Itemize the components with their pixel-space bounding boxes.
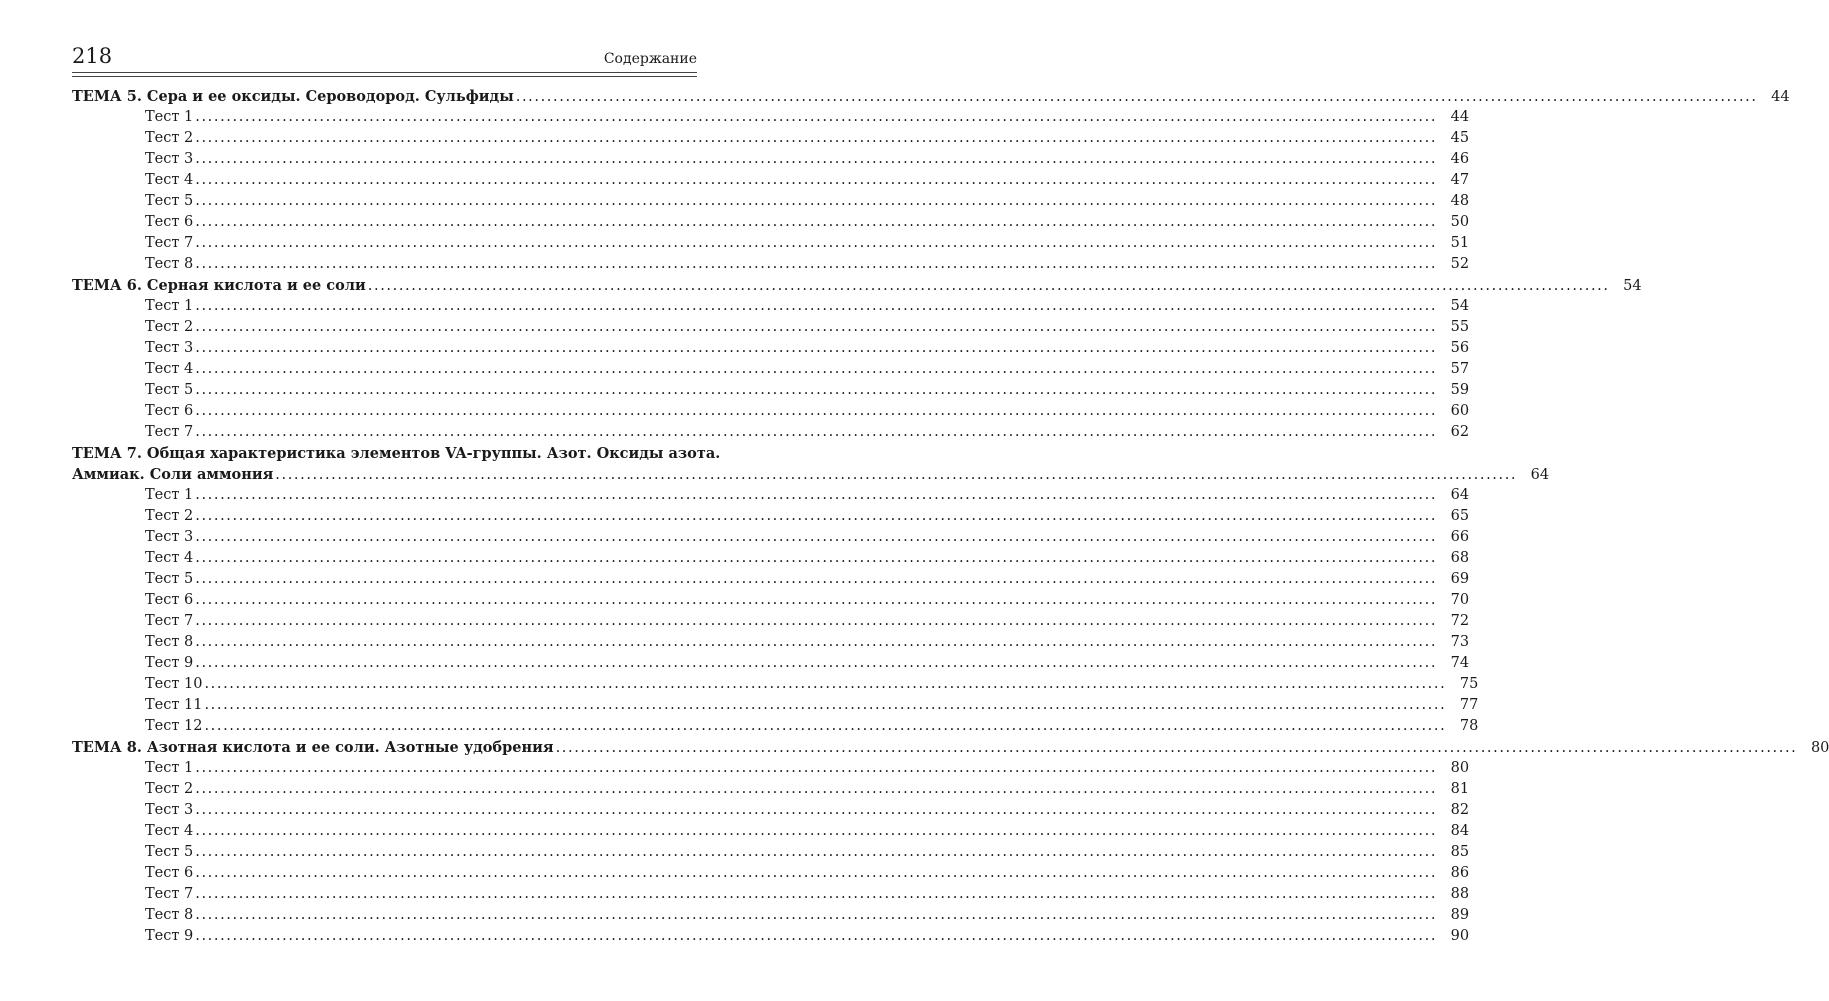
entry-label: Тест 1 (145, 760, 194, 776)
toc-test-entry[interactable] (72, 842, 1470, 863)
toc-test-entry[interactable] (72, 401, 1470, 422)
entry-label: Тест 11 (145, 697, 203, 713)
entry-label: ТЕМА 8. Азотная кислота и ее соли. Азотные удобрения (72, 739, 554, 756)
toc-test-entry[interactable] (72, 884, 1470, 905)
dot-leader: ........................................................................................................................................................................................................ (195, 886, 1438, 902)
entry-page-number: 72 (1450, 613, 1470, 629)
entry-label: Тест 3 (145, 151, 194, 167)
toc-test-entry[interactable] (72, 779, 1470, 800)
dot-leader: ........................................................................................................................................................................................................ (195, 592, 1438, 608)
dot-leader: ........................................................................................................................................................................................................ (195, 235, 1438, 251)
entry-label: Тест 2 (145, 130, 194, 146)
entry-page-number: 70 (1450, 592, 1470, 608)
entry-label: Тест 4 (145, 823, 194, 839)
entry-page-number: 65 (1450, 508, 1470, 524)
toc-test-entry[interactable] (72, 548, 1470, 569)
entry-label: Тест 3 (145, 340, 194, 356)
dot-leader: ........................................................................................................................................................................................................ (515, 89, 1758, 105)
entry-label: Тест 6 (145, 865, 194, 881)
entry-label: Тест 1 (145, 487, 194, 503)
toc-test-entry[interactable] (72, 758, 1470, 779)
dot-leader: ........................................................................................................................................................................................................ (195, 109, 1438, 125)
entry-page-number: 60 (1450, 403, 1470, 419)
entry-label: Тест 3 (145, 802, 194, 818)
toc-test-entry[interactable] (72, 233, 1470, 254)
entry-page-number: 54 (1450, 298, 1470, 314)
toc-test-entry[interactable] (72, 296, 1470, 317)
toc-test-entry[interactable] (72, 338, 1470, 359)
dot-leader: ........................................................................................................................................................................................................ (195, 151, 1438, 167)
entry-label: Аммиак. Соли аммония (72, 466, 274, 483)
entry-page-number: 74 (1450, 655, 1470, 671)
entry-label: Тест 12 (145, 718, 203, 734)
entry-page-number: 57 (1450, 361, 1470, 377)
toc-test-entry[interactable] (72, 590, 1470, 611)
entry-page-number: 78 (1459, 718, 1479, 734)
toc-test-entry[interactable] (72, 107, 1470, 128)
entry-page-number: 64 (1450, 487, 1470, 503)
dot-leader: ........................................................................................................................................................................................................ (195, 613, 1438, 629)
dot-leader: ........................................................................................................................................................................................................ (195, 172, 1438, 188)
entry-label: Тест 8 (145, 256, 194, 272)
dot-leader: ........................................................................................................................................................................................................ (195, 634, 1438, 650)
entry-label: Тест 8 (145, 907, 194, 923)
section-title: Содержание (603, 51, 697, 67)
toc-test-entry[interactable] (72, 380, 1470, 401)
entry-label: Тест 2 (145, 319, 194, 335)
entry-page-number: 75 (1459, 676, 1479, 692)
dot-leader: ........................................................................................................................................................................................................ (195, 508, 1438, 524)
entry-page-number: 50 (1450, 214, 1470, 230)
entry-label: Тест 3 (145, 529, 194, 545)
entry-label: Тест 6 (145, 592, 194, 608)
entry-page-number: 51 (1450, 235, 1470, 251)
entry-page-number: 84 (1450, 823, 1470, 839)
entry-page-number: 90 (1450, 928, 1470, 944)
dot-leader: ........................................................................................................................................................................................................ (195, 781, 1438, 797)
toc-test-entry[interactable] (72, 653, 1470, 674)
toc-test-entry[interactable] (72, 149, 1470, 170)
dot-leader: ........................................................................................................................................................................................................ (195, 550, 1438, 566)
dot-leader: ........................................................................................................................................................................................................ (195, 193, 1438, 209)
entry-label: ТЕМА 6. Серная кислота и ее соли (72, 277, 366, 294)
entry-page-number: 44 (1450, 109, 1470, 125)
entry-page-number: 68 (1450, 550, 1470, 566)
entry-page-number: 59 (1450, 382, 1470, 398)
entry-label: Тест 4 (145, 361, 194, 377)
dot-leader: ........................................................................................................................................................................................................ (195, 487, 1438, 503)
toc-test-entry[interactable] (72, 359, 1470, 380)
entry-label: Тест 8 (145, 634, 194, 650)
entry-page-number: 69 (1450, 571, 1470, 587)
entry-page-number: 77 (1459, 697, 1479, 713)
entry-page-number: 64 (1530, 467, 1550, 483)
toc-test-entry[interactable] (72, 212, 1470, 233)
entry-label: Тест 5 (145, 382, 194, 398)
toc-test-entry[interactable] (72, 926, 1470, 947)
entry-label: Тест 5 (145, 844, 194, 860)
entry-label: Тест 7 (145, 613, 194, 629)
toc-test-entry[interactable] (72, 716, 1479, 737)
entry-label: Тест 2 (145, 508, 194, 524)
entry-page-number: 81 (1450, 781, 1470, 797)
dot-leader: ........................................................................................................................................................................................................ (195, 298, 1438, 314)
entry-page-number: 55 (1450, 319, 1470, 335)
entry-label: Тест 6 (145, 403, 194, 419)
entry-page-number: 88 (1450, 886, 1470, 902)
entry-page-number: 82 (1450, 802, 1470, 818)
entry-page-number: 52 (1450, 256, 1470, 272)
entry-label: Тест 1 (145, 109, 194, 125)
toc-topic-entry[interactable] (72, 86, 1790, 107)
dot-leader: ........................................................................................................................................................................................................ (367, 278, 1610, 294)
dot-leader: ........................................................................................................................................................................................................ (195, 130, 1438, 146)
dot-leader: ........................................................................................................................................................................................................ (204, 718, 1447, 734)
entry-label: Тест 5 (145, 193, 194, 209)
dot-leader: ........................................................................................................................................................................................................ (195, 214, 1438, 230)
toc-test-entry[interactable] (72, 527, 1470, 548)
dot-leader: ........................................................................................................................................................................................................ (204, 676, 1447, 692)
toc-test-entry[interactable] (72, 632, 1470, 653)
entry-page-number: 44 (1771, 89, 1790, 105)
entry-page-number: 89 (1450, 907, 1470, 923)
dot-leader: ........................................................................................................................................................................................................ (195, 655, 1438, 671)
dot-leader: ........................................................................................................................................................................................................ (195, 907, 1438, 923)
entry-label: Тест 2 (145, 781, 194, 797)
entry-label: Тест 6 (145, 214, 194, 230)
dot-leader: ........................................................................................................................................................................................................ (195, 760, 1438, 776)
entry-page-number: 66 (1450, 529, 1470, 545)
entry-label: Тест 9 (145, 928, 194, 944)
entry-label: Тест 7 (145, 886, 194, 902)
toc-test-entry[interactable] (72, 254, 1470, 275)
entry-page-number: 80 (1450, 760, 1470, 776)
entry-page-number: 45 (1450, 130, 1470, 146)
entry-label: Тест 1 (145, 298, 194, 314)
toc-test-entry[interactable] (72, 695, 1479, 716)
toc-test-entry[interactable] (72, 905, 1470, 926)
toc-test-entry[interactable] (72, 317, 1470, 338)
toc-test-entry[interactable] (72, 422, 1470, 443)
toc-test-entry[interactable] (72, 800, 1470, 821)
toc-test-entry[interactable] (72, 191, 1470, 212)
toc-test-entry[interactable] (72, 674, 1479, 695)
dot-leader: ........................................................................................................................................................................................................ (195, 571, 1438, 587)
toc-test-entry[interactable] (72, 611, 1470, 632)
entry-label: ТЕМА 5. Сера и ее оксиды. Сероводород. Сульфиды (72, 88, 514, 105)
entry-label: ТЕМА 7. Общая характеристика элементов VA-группы. Азот. Оксиды азота. (72, 445, 721, 462)
dot-leader: ........................................................................................................................................................................................................ (195, 928, 1438, 944)
toc-topic-entry[interactable] (72, 464, 1550, 485)
toc-topic-entry[interactable] (72, 737, 1829, 758)
dot-leader: ........................................................................................................................................................................................................ (195, 319, 1438, 335)
entry-label: Тест 9 (145, 655, 194, 671)
entry-page-number: 85 (1450, 844, 1470, 860)
dot-leader: ........................................................................................................................................................................................................ (195, 424, 1438, 440)
entry-page-number: 73 (1450, 634, 1470, 650)
entry-page-number: 80 (1810, 740, 1829, 756)
running-header (72, 42, 697, 72)
table-of-contents (72, 86, 1829, 947)
entry-label: Тест 5 (145, 571, 194, 587)
dot-leader: ........................................................................................................................................................................................................ (195, 256, 1438, 272)
dot-leader: ........................................................................................................................................................................................................ (195, 802, 1438, 818)
toc-test-entry[interactable] (72, 569, 1470, 590)
entry-label: Тест 7 (145, 235, 194, 251)
dot-leader: ........................................................................................................................................................................................................ (195, 865, 1438, 881)
toc-test-entry[interactable] (72, 506, 1470, 527)
dot-leader: ........................................................................................................................................................................................................ (195, 529, 1438, 545)
entry-page-number: 56 (1450, 340, 1470, 356)
dot-leader: ........................................................................................................................................................................................................ (195, 340, 1438, 356)
entry-page-number: 46 (1450, 151, 1470, 167)
toc-topic-entry[interactable] (72, 443, 721, 464)
entry-page-number: 47 (1450, 172, 1470, 188)
dot-leader: ........................................................................................................................................................................................................ (195, 844, 1438, 860)
entry-label: Тест 7 (145, 424, 194, 440)
entry-page-number: 48 (1450, 193, 1470, 209)
entry-label: Тест 10 (145, 676, 203, 692)
dot-leader: ........................................................................................................................................................................................................ (195, 361, 1438, 377)
dot-leader: ........................................................................................................................................................................................................ (195, 382, 1438, 398)
entry-page-number: 62 (1450, 424, 1470, 440)
dot-leader: ........................................................................................................................................................................................................ (204, 697, 1447, 713)
entry-page-number: 54 (1623, 278, 1642, 294)
toc-test-entry[interactable] (72, 863, 1470, 884)
page-number: 218 (72, 44, 113, 68)
toc-test-entry[interactable] (72, 170, 1470, 191)
entry-label: Тест 4 (145, 550, 194, 566)
dot-leader: ........................................................................................................................................................................................................ (195, 823, 1438, 839)
header-rule (72, 72, 697, 77)
dot-leader: ........................................................................................................................................................................................................ (195, 403, 1438, 419)
toc-test-entry[interactable] (72, 128, 1470, 149)
toc-test-entry[interactable] (72, 821, 1470, 842)
toc-topic-entry[interactable] (72, 275, 1642, 296)
toc-test-entry[interactable] (72, 485, 1470, 506)
entry-label: Тест 4 (145, 172, 194, 188)
dot-leader: ........................................................................................................................................................................................................ (555, 740, 1798, 756)
dot-leader: ........................................................................................................................................................................................................ (275, 467, 1518, 483)
entry-page-number: 86 (1450, 865, 1470, 881)
